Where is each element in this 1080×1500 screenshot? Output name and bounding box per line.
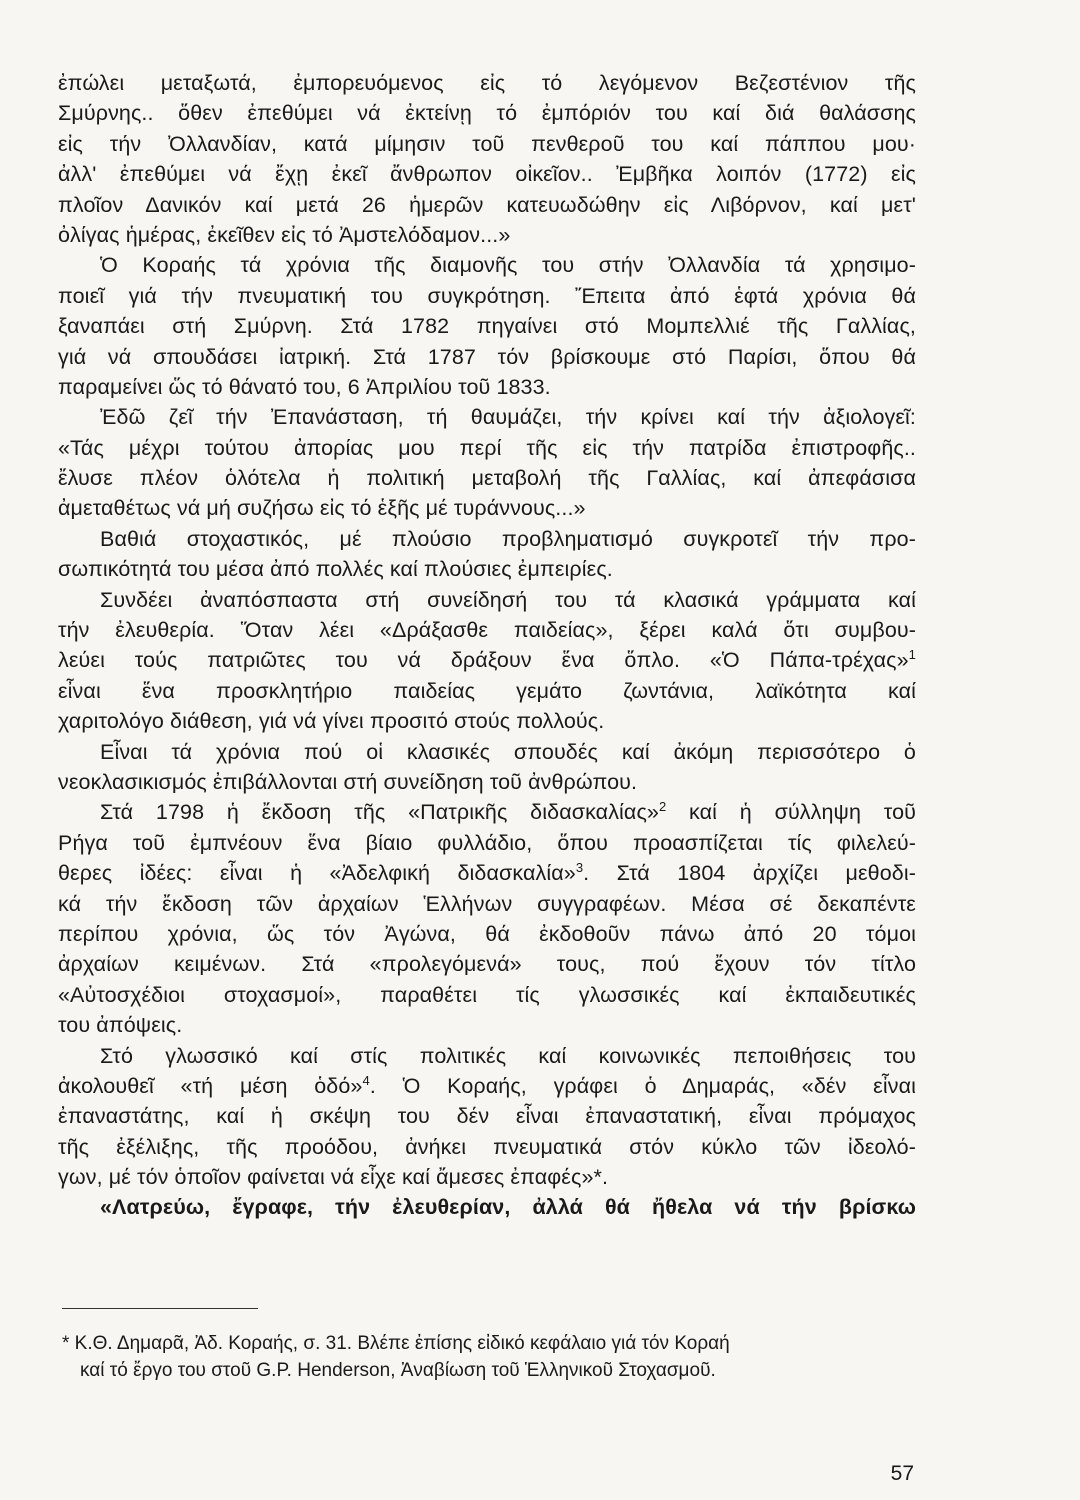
text-line: ἐπώλει μεταξωτά, ἐμπορευόμενος εἰς τό λεγόμενον Βεζεστένιον τῆς: [58, 71, 916, 95]
text-line: Στό γλωσσικό καί στίς πολιτικές καί κοινωνικές πεποιθήσεις του: [100, 1043, 916, 1068]
text-line: ὀλίγας ἡμέρας, ἐκεῖθεν εἰς τό Ἀμστελόδαμον...»: [58, 222, 511, 247]
text-line: «Τάς μέχρι τούτου ἀπορίας μου περί τῆς εἰς τήν πατρίδα ἐπιστροφῆς..: [58, 435, 916, 460]
text-line: Εἶναι τά χρόνια πού οἱ κλασικές σπουδές καί ἀκόμη περισσότερο ὁ: [100, 739, 916, 764]
text-line: πλοῖον Δανικόν καί μετά 26 ἡμερῶν κατευωδώθην εἰς Λιβόρνον, καί μετ': [58, 192, 916, 217]
text-line: γων, μέ τόν ὁποῖον φαίνεται νά εἶχε καί ἄμεσες ἐπαφές»*.: [58, 1165, 609, 1190]
text-line: χαριτολόγο διάθεση, γιά νά γίνει προσιτό στούς πολλούς.: [58, 709, 605, 734]
text-line: ἐπαναστάτης, καί ἡ σκέψη του δέν εἶναι ἐπαναστατική, εἶναι πρόμαχος: [58, 1104, 916, 1129]
line-text: θερες ἰδέες: εἶναι ἡ «Ἀδελφική διδασκαλία»: [58, 861, 576, 886]
text-line: [58, 1071, 916, 1101]
line-text: Στά 1798 ἡ ἔκδοση τῆς «Πατρικῆς διδασκαλίας»: [100, 800, 659, 825]
text-line: «Λατρεύω, ἔγραφε, τήν ἐλευθερίαν, ἀλλά θά ἤθελα νά τήν βρίσκω: [100, 1195, 916, 1220]
footnote: [62, 1330, 902, 1384]
text-line: ξαναπάει στή Σμύρνη. Στά 1782 πηγαίνει στό Μομπελλιέ τῆς Γαλλίας,: [58, 314, 916, 339]
footnote-line: καί τό ἔργο του στοῦ G.P. Henderson, Ἀναβίωση τοῦ Ἑλληνικοῦ Στοχασμοῦ.: [80, 1360, 716, 1381]
line-text: . Στά 1804 ἀρχίζει μεθοδι-: [583, 861, 916, 886]
footnote-line: * Κ.Θ. Δημαρᾶ, Ἀδ. Κοραής, σ. 31. Βλέπε ἐπίσης εἰδικό κεφάλαιο γιά τόν Κοραή: [62, 1333, 730, 1354]
text-line: ἀμεταθέτως νά μή συζήσω εἰς τό ἑξῆς μέ τυράννους...»: [58, 496, 586, 521]
line-text: . Ὁ Κοραής, γράφει ὁ Δημαράς, «δέν εἶναι: [369, 1073, 916, 1098]
text-line: ἀλλ' ἐπεθύμει νά ἔχῃ ἐκεῖ ἄνθρωπον οἰκεῖον.. Ἐμβῆκα λοιπόν (1772) εἰς: [58, 162, 916, 187]
text-line: κά τήν ἔκδοση τῶν ἀρχαίων Ἑλλήνων συγγραφέων. Μέσα σέ δεκαπέντε: [58, 891, 916, 916]
text-line: [58, 858, 916, 888]
text-line: εἶναι ἕνα προσκλητήριο παιδείας γεμάτο ζωντάνια, λαϊκότητα καί: [58, 678, 916, 703]
text-line: νεοκλασικισμός ἐπιβάλλονται στή συνείδηση τοῦ ἀνθρώπου.: [58, 769, 638, 794]
text-line: Ὁ Κοραής τά χρόνια τῆς διαμονῆς του στήν Ὀλλανδία τά χρησιμο-: [100, 253, 916, 278]
text-line: τήν ἐλευθερία. Ὅταν λέει «Δράξασθε παιδείας», ξέρει καλά ὅτι συμβου-: [58, 618, 916, 643]
text-line: [58, 797, 916, 827]
text-line: Σμύρνης.. ὅθεν ἐπεθύμει νά ἐκτείνῃ τό ἐμπόριόν του καί διά θαλάσσης: [58, 101, 916, 126]
body-text: [58, 68, 916, 1223]
text-line: Βαθιά στοχαστικός, μέ πλούσιο προβληματισμό συγκροτεῖ τήν προ-: [100, 526, 916, 551]
page-number: 57: [890, 1462, 914, 1485]
line-text: καί ἡ σύλληψη τοῦ: [666, 800, 916, 825]
text-line: ἔλυσε πλέον ὁλότελα ἡ πολιτική μεταβολή τῆς Γαλλίας, καί ἀπεφάσισα: [58, 466, 916, 491]
text-line: «Αὐτοσχέδιοι στοχασμοί», παραθέτει τίς γλωσσικές καί ἐκπαιδευτικές: [58, 982, 916, 1007]
text-line: σωπικότητά του μέσα ἀπό πολλές καί πλούσιες ἐμπειρίες.: [58, 557, 613, 582]
text-line: του ἀπόψεις.: [58, 1013, 183, 1038]
footnote-ref: 3: [575, 860, 584, 875]
text-line: παραμείνει ὥς τό θάνατό του, 6 Ἀπριλίου τοῦ 1833.: [58, 374, 551, 399]
footnote-ref: 1: [908, 647, 916, 663]
text-line: τῆς ἐξέλιξης, τῆς προόδου, ἀνήκει πνευματικά στόν κύκλο τῶν ἰδεολό-: [58, 1134, 916, 1159]
footnote-ref: 4: [362, 1072, 370, 1088]
text-line: Ρήγα τοῦ ἐμπνέουν ἕνα βίαιο φυλλάδιο, ὅπου προασπίζεται τίς φιλελεύ-: [58, 830, 916, 855]
text-line: περίπου χρόνια, ὥς τόν Ἀγώνα, θά ἐκδοθοῦν πάνω ἀπό 20 τόμοι: [58, 921, 916, 946]
text-line: [58, 645, 916, 675]
footnote-ref: 2: [658, 799, 667, 815]
text-line: γιά νά σπουδάσει ἰατρική. Στά 1787 τόν βρίσκουμε στό Παρίσι, ὅπου θά: [58, 344, 916, 369]
text-line: εἰς τήν Ὀλλανδίαν, κατά μίμησιν τοῦ πενθεροῦ του καί πάππου μου·: [58, 131, 916, 156]
footnote-divider: [62, 1308, 258, 1309]
line-text: ἀκολουθεῖ «τή μέση ὁδό»: [58, 1073, 363, 1098]
text-line: ἀρχαίων κειμένων. Στά «προλεγόμενά» τους, πού ἔχουν τόν τίτλο: [58, 952, 916, 977]
line-text: λεύει τούς πατριῶτες του νά δράξουν ἕνα ὅπλο. «Ὁ Πάπα-τρέχας»: [58, 648, 909, 673]
text-line: Συνδέει ἀναπόσπαστα στή συνείδησή του τά κλασικά γράμματα καί: [100, 587, 916, 612]
text-line: Ἐδῶ ζεῖ τήν Ἐπανάσταση, τή θαυμάζει, τήν κρίνει καί τήν ἀξιολογεῖ:: [100, 405, 916, 430]
text-line: ποιεῖ γιά τήν πνευματική του συγκρότηση. Ἔπειτα ἀπό ἑφτά χρόνια θά: [58, 283, 916, 308]
